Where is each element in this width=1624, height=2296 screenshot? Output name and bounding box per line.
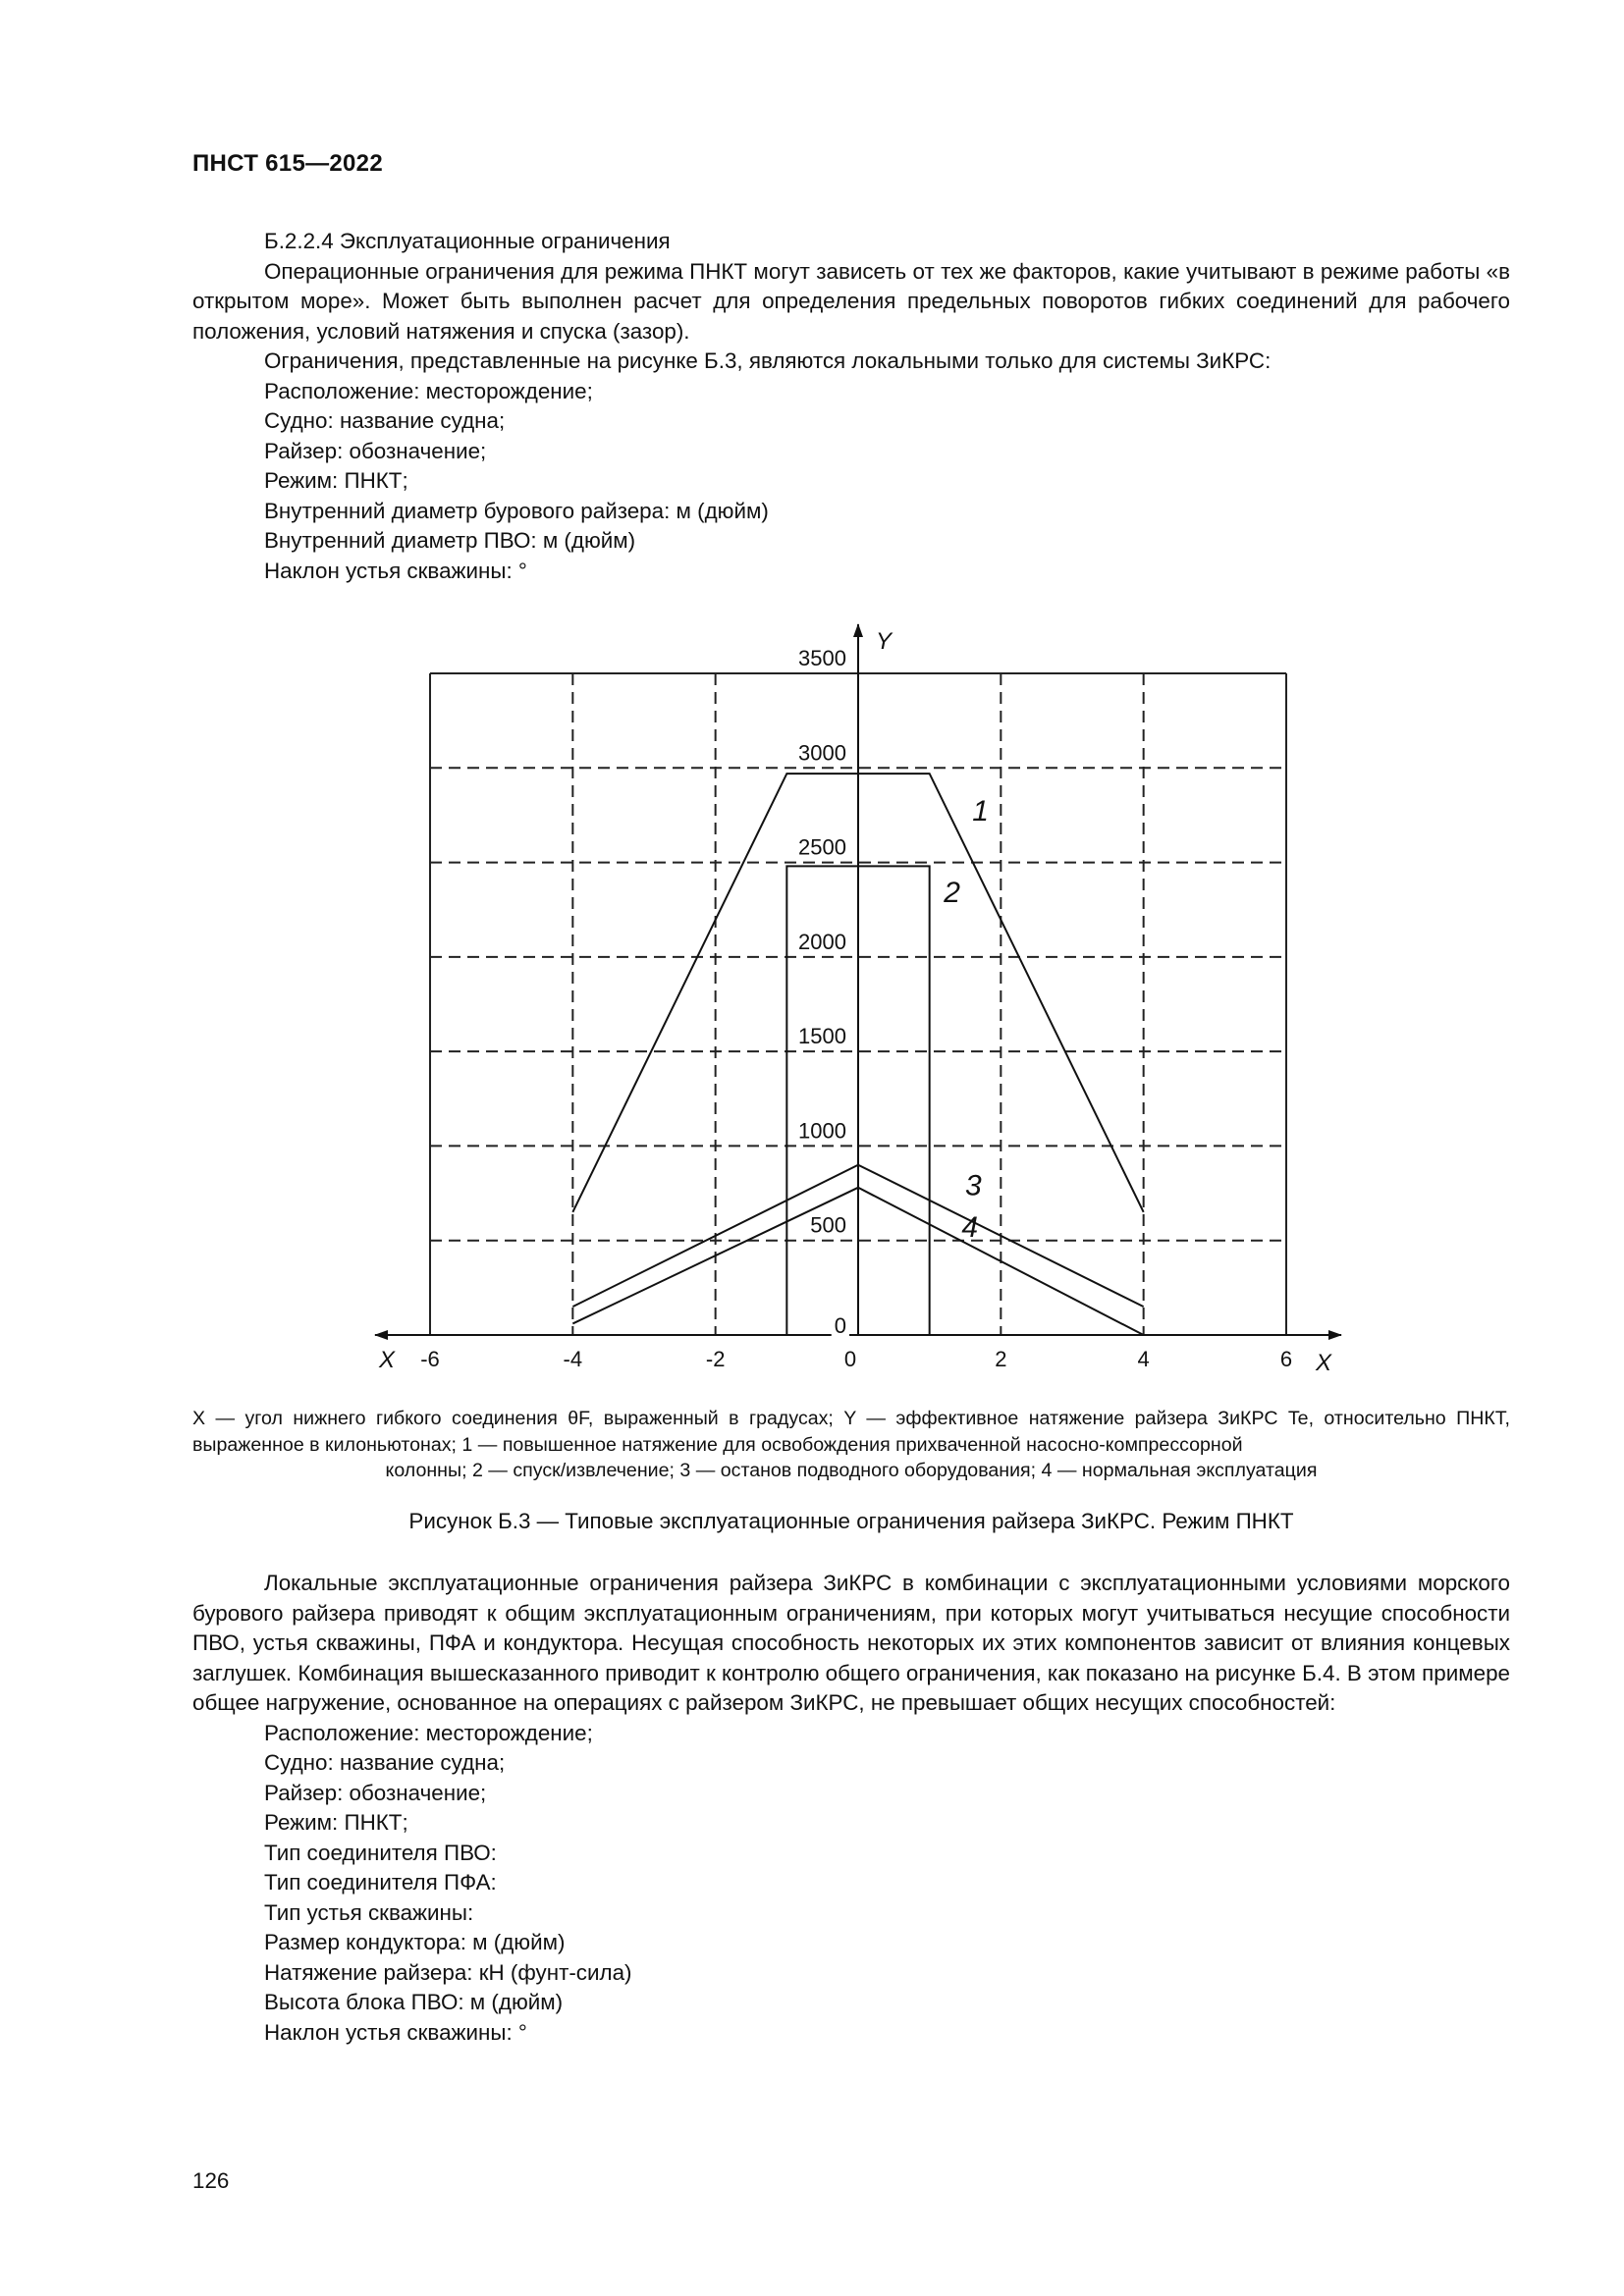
paragraph: Ограничения, представленные на рисунке Б.3, являются локальными только для системы ЗиКРС: — [264, 348, 1272, 373]
list-item: Внутренний диаметр бурового райзера: м (дюйм) — [264, 498, 769, 523]
document-header: ПНСТ 615—2022 — [192, 150, 383, 177]
y-tick-label: 1000 — [798, 1118, 846, 1144]
x-tick-label: 0 — [843, 1347, 857, 1371]
y-axis-name: Y — [876, 628, 893, 655]
x-tick-label: 2 — [995, 1347, 1007, 1371]
figure-caption: Рисунок Б.3 — Типовые эксплуатационные ограничения райзера ЗиКРС. Режим ПНКТ — [408, 1509, 1294, 1533]
y-tick-label: 1500 — [798, 1024, 846, 1049]
y-tick-label: 2500 — [798, 834, 846, 860]
list-item: Райзер: обозначение; — [264, 1780, 487, 1805]
list-item: Тип устья скважины: — [264, 1899, 474, 1925]
list-item: Режим: ПНКТ; — [264, 468, 408, 493]
list-item: Размер кондуктора: м (дюйм) — [264, 1930, 566, 1954]
y-tick-label: 3500 — [798, 646, 846, 670]
section-heading: Б.2.2.4 Эксплуатационные ограничения — [264, 229, 671, 253]
list-item: Судно: название судна; — [264, 1750, 506, 1775]
list-item: Внутренний диаметр ПВО: м (дюйм) — [264, 528, 636, 553]
parameter-list — [192, 1719, 1510, 2049]
legend-text: колонны; 2 — спуск/извлечение; 3 — останов подводного оборудования; 4 — нормальная эксплуатация — [385, 1460, 1318, 1481]
paragraph: Локальные эксплуатационные ограничения райзера ЗиКРС в комбинации с эксплуатационными условиями морского бурового райзера приводят к общим эксплуатационным ограничениям, при которых могут учитываться несущие способности ПВО, устья скважины, ПФА и кондуктора. Несущая способность некоторых их этих компонентов зависит от влияния концевых заглушек. Комбинация вышесказанного приводит к контролю общего ограничения, как показано на рисунке Б.4. В этом примере общее нагружение, основанное на операциях с райзером ЗиКРС, не превышает общих несущих способностей: — [192, 1571, 1510, 1715]
list-item: Расположение: месторождение; — [264, 378, 593, 403]
list-item: Судно: название судна; — [264, 408, 506, 433]
y-tick-label: 0 — [834, 1313, 846, 1338]
y-tick-label: 2000 — [798, 929, 846, 954]
x-tick-label: -6 — [420, 1347, 440, 1371]
list-item: Тип соединителя ПВО: — [264, 1840, 497, 1865]
page-number: 126 — [192, 2168, 230, 2193]
series-label-3: 3 — [965, 1169, 982, 1202]
list-item: Режим: ПНКТ; — [264, 1810, 408, 1835]
paragraph: Операционные ограничения для режима ПНКТ могут зависеть от тех же факторов, какие учитывают в режиме работы «в открытом море». Может быть выполнен расчет для определения предельных поворотов гибких соединений для рабочего положения, условий натяжения и спуска (зазор). — [192, 258, 1510, 344]
figure-legend — [192, 1406, 1510, 1484]
list-item: Тип соединителя ПФА: — [264, 1870, 497, 1895]
x-axis-name-left: X — [379, 1347, 396, 1373]
series-label-4: 4 — [961, 1210, 979, 1244]
y-tick-label: 3000 — [798, 740, 846, 766]
list-item: Наклон устья скважины: ° — [264, 2019, 527, 2045]
y-tick-label: 500 — [810, 1212, 846, 1238]
list-item: Расположение: месторождение; — [264, 1720, 593, 1745]
series-label-2: 2 — [944, 877, 960, 910]
list-item: Натяжение райзера: кН (фунт-сила) — [264, 1959, 632, 1985]
x-axis-name-right: X — [1316, 1350, 1332, 1376]
x-tick-label: 6 — [1279, 1347, 1293, 1371]
legend-text: X — угол нижнего гибкого соединения θF, выраженный в градусах; Y — эффективное натяжение райзера ЗиКРС Te, относительно ПНКТ, выраженное в килоньютонах; 1 — повышенное натяжение для освобождения прихваченной насосно-компрессорной — [192, 1408, 1510, 1456]
x-tick-label: 4 — [1137, 1347, 1150, 1371]
list-item: Наклон устья скважины: ° — [264, 558, 527, 583]
section-overall-limits — [192, 1569, 1510, 2048]
series-label-1: 1 — [972, 795, 989, 828]
x-tick-label: -4 — [563, 1347, 583, 1371]
list-item: Райзер: обозначение; — [264, 438, 487, 463]
list-item: Высота блока ПВО: м (дюйм) — [264, 1990, 564, 2014]
x-tick-label: -2 — [705, 1347, 726, 1371]
